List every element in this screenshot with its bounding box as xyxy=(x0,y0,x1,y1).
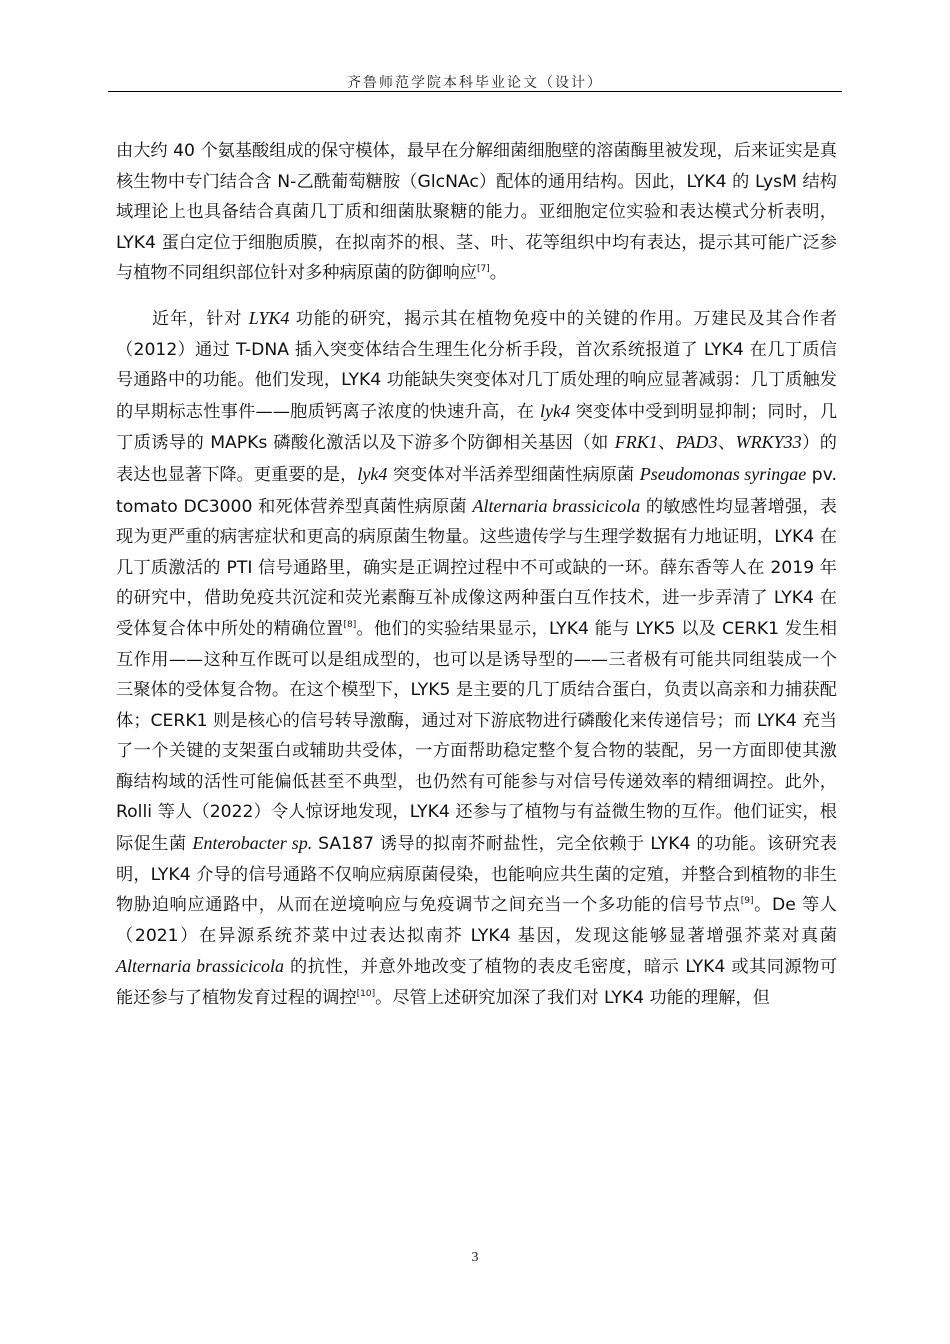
text-run: ）的表达也显著下降。更重要的是， xyxy=(116,433,837,485)
text-run: 。De 等人（2021）在异源系统芥菜中过表达拟南芥 LYK4 基因，发现这能够显著增强芥菜对真菌 xyxy=(116,895,837,946)
header-divider xyxy=(108,91,842,92)
paragraph-2 xyxy=(116,303,837,1014)
italic-term: lyk4 xyxy=(539,400,570,421)
page-header-title: 齐鲁师范学院本科毕业论文（设计） xyxy=(347,75,603,91)
italic-term: WRKY33 xyxy=(735,432,802,453)
italic-term: Alternaria brassicicola xyxy=(116,956,285,977)
paragraph-1 xyxy=(116,136,837,289)
text-run: 近年，针对 xyxy=(152,308,249,329)
text-run: 功能的研究，揭示其在植物免疫中的关键的作用。万建民及其合作者（2012）通过 T-DNA 插入突变体结合生理生化分析手段，首次系统报道了 LYK4 在几丁质信号通路中的功能。他们发现，LYK4 功能缺失突变体对几丁质处理的响应显著减弱：几丁质触发的早期标志性事件——胞质钙离子浓度的快速升高，在 xyxy=(116,308,838,422)
text-run: 突变体对半活养型细菌性病原菌 xyxy=(387,464,640,485)
citation-ref: [9] xyxy=(740,896,754,907)
text-run: 。他们的实验结果显示，LYK4 能与 LYK5 以及 CERK1 发生相互作用——这种互作既可以是组成型的，也可以是诱导型的——三者极有可能共同组装成一个三聚体的受体复合物。在这个模型下，LYK5 是主要的几丁质结合蛋白，负责以高亲和力捕获配体；CERK1 则是核心的信号转导激酶，通过对下游底物进行磷酸化来传递信号；而 LYK4 充当了一个关键的支架蛋白或辅助共受体，一方面帮助稳定整个复合物的装配，另一方面即使其激酶结构域的活性可能偏低甚至不典型，也仍然有可能参与对信号传递效率的精细调控。此外，Rolli 等人（2022）令人惊讶地发现，LYK4 还参与了植物与有益微生物的互作。他们证实，根际促生菌 xyxy=(116,618,837,855)
italic-term: FRK1 xyxy=(614,432,658,453)
italic-term: lyk4 xyxy=(357,463,388,484)
body-text xyxy=(116,136,837,1014)
italic-term: Enterobacter sp. xyxy=(192,833,313,854)
text-run: 。尽管上述研究加深了我们对 LYK4 功能的理解，但 xyxy=(375,988,770,1009)
text-run: 突变体中受到明显抑制；同时，几丁质诱导的 MAPKs 磷酸化激活以及下游多个防御相关基因（如 xyxy=(116,401,838,454)
text-run: 。 xyxy=(489,263,507,284)
text-run: pv. tomato DC3000 和死体营养型真菌性病原菌 xyxy=(116,464,837,517)
italic-term: Alternaria brassicicola xyxy=(472,495,641,516)
italic-term: Pseudomonas syringae xyxy=(639,463,807,484)
italic-term: LYK4 xyxy=(248,307,290,328)
citation-ref: [8] xyxy=(343,619,357,630)
citation-ref: [7] xyxy=(476,264,490,275)
page-number: 3 xyxy=(471,1250,479,1265)
citation-ref: [10] xyxy=(356,989,376,1000)
text-run: 、 xyxy=(657,433,676,454)
text-run: 的敏感性均显著增强，表现为更严重的病害症状和更高的病原菌生物量。这些遗传学与生理学数据有力地证明，LYK4 在几丁质激活的 PTI 信号通路里，确实是正调控过程中不可或缺的一环。薛东香等人在 2019 年的研究中，借助免疫共沉淀和荧光素酶互补成像这两种蛋白互作技术，进一步弄清了 LYK4 在受体复合体中所处的精确位置 xyxy=(116,496,837,639)
italic-term: PAD3 xyxy=(675,432,718,453)
text-run: 的抗性，并意外地改变了植物的表皮毛密度，暗示 LYK4 或其同源物可能还参与了植物发育过程的调控 xyxy=(116,957,838,1009)
text-run: 、 xyxy=(717,433,736,454)
text-run: 由大约 40 个氨基酸组成的保守模体，最早在分解细菌细胞壁的溶菌酶里被发现，后来证实是真核生物中专门结合含 N-乙酰葡萄糖胺（GlcNAc）配体的通用结构。因此，LYK4 的 LysM 结构域理论上也具备结合真菌几丁质和细菌肽聚糖的能力。亚细胞定位实验和表达模式分析表明，LYK4 蛋白定位于细胞质膜，在拟南芥的根、茎、叶、花等组织中均有表达，提示其可能广泛参与植物不同组织部位针对多种病原菌的防御响应 xyxy=(116,141,837,284)
text-run: SA187 诱导的拟南芥耐盐性，完全依赖于 LYK4 的功能。该研究表明，LYK4 介导的信号通路不仅响应病原菌侵染，也能响应共生菌的定殖，并整合到植物的非生物胁迫响应通路中，从而在逆境响应与免疫调节之间充当一个多功能的信号节点 xyxy=(116,834,837,916)
